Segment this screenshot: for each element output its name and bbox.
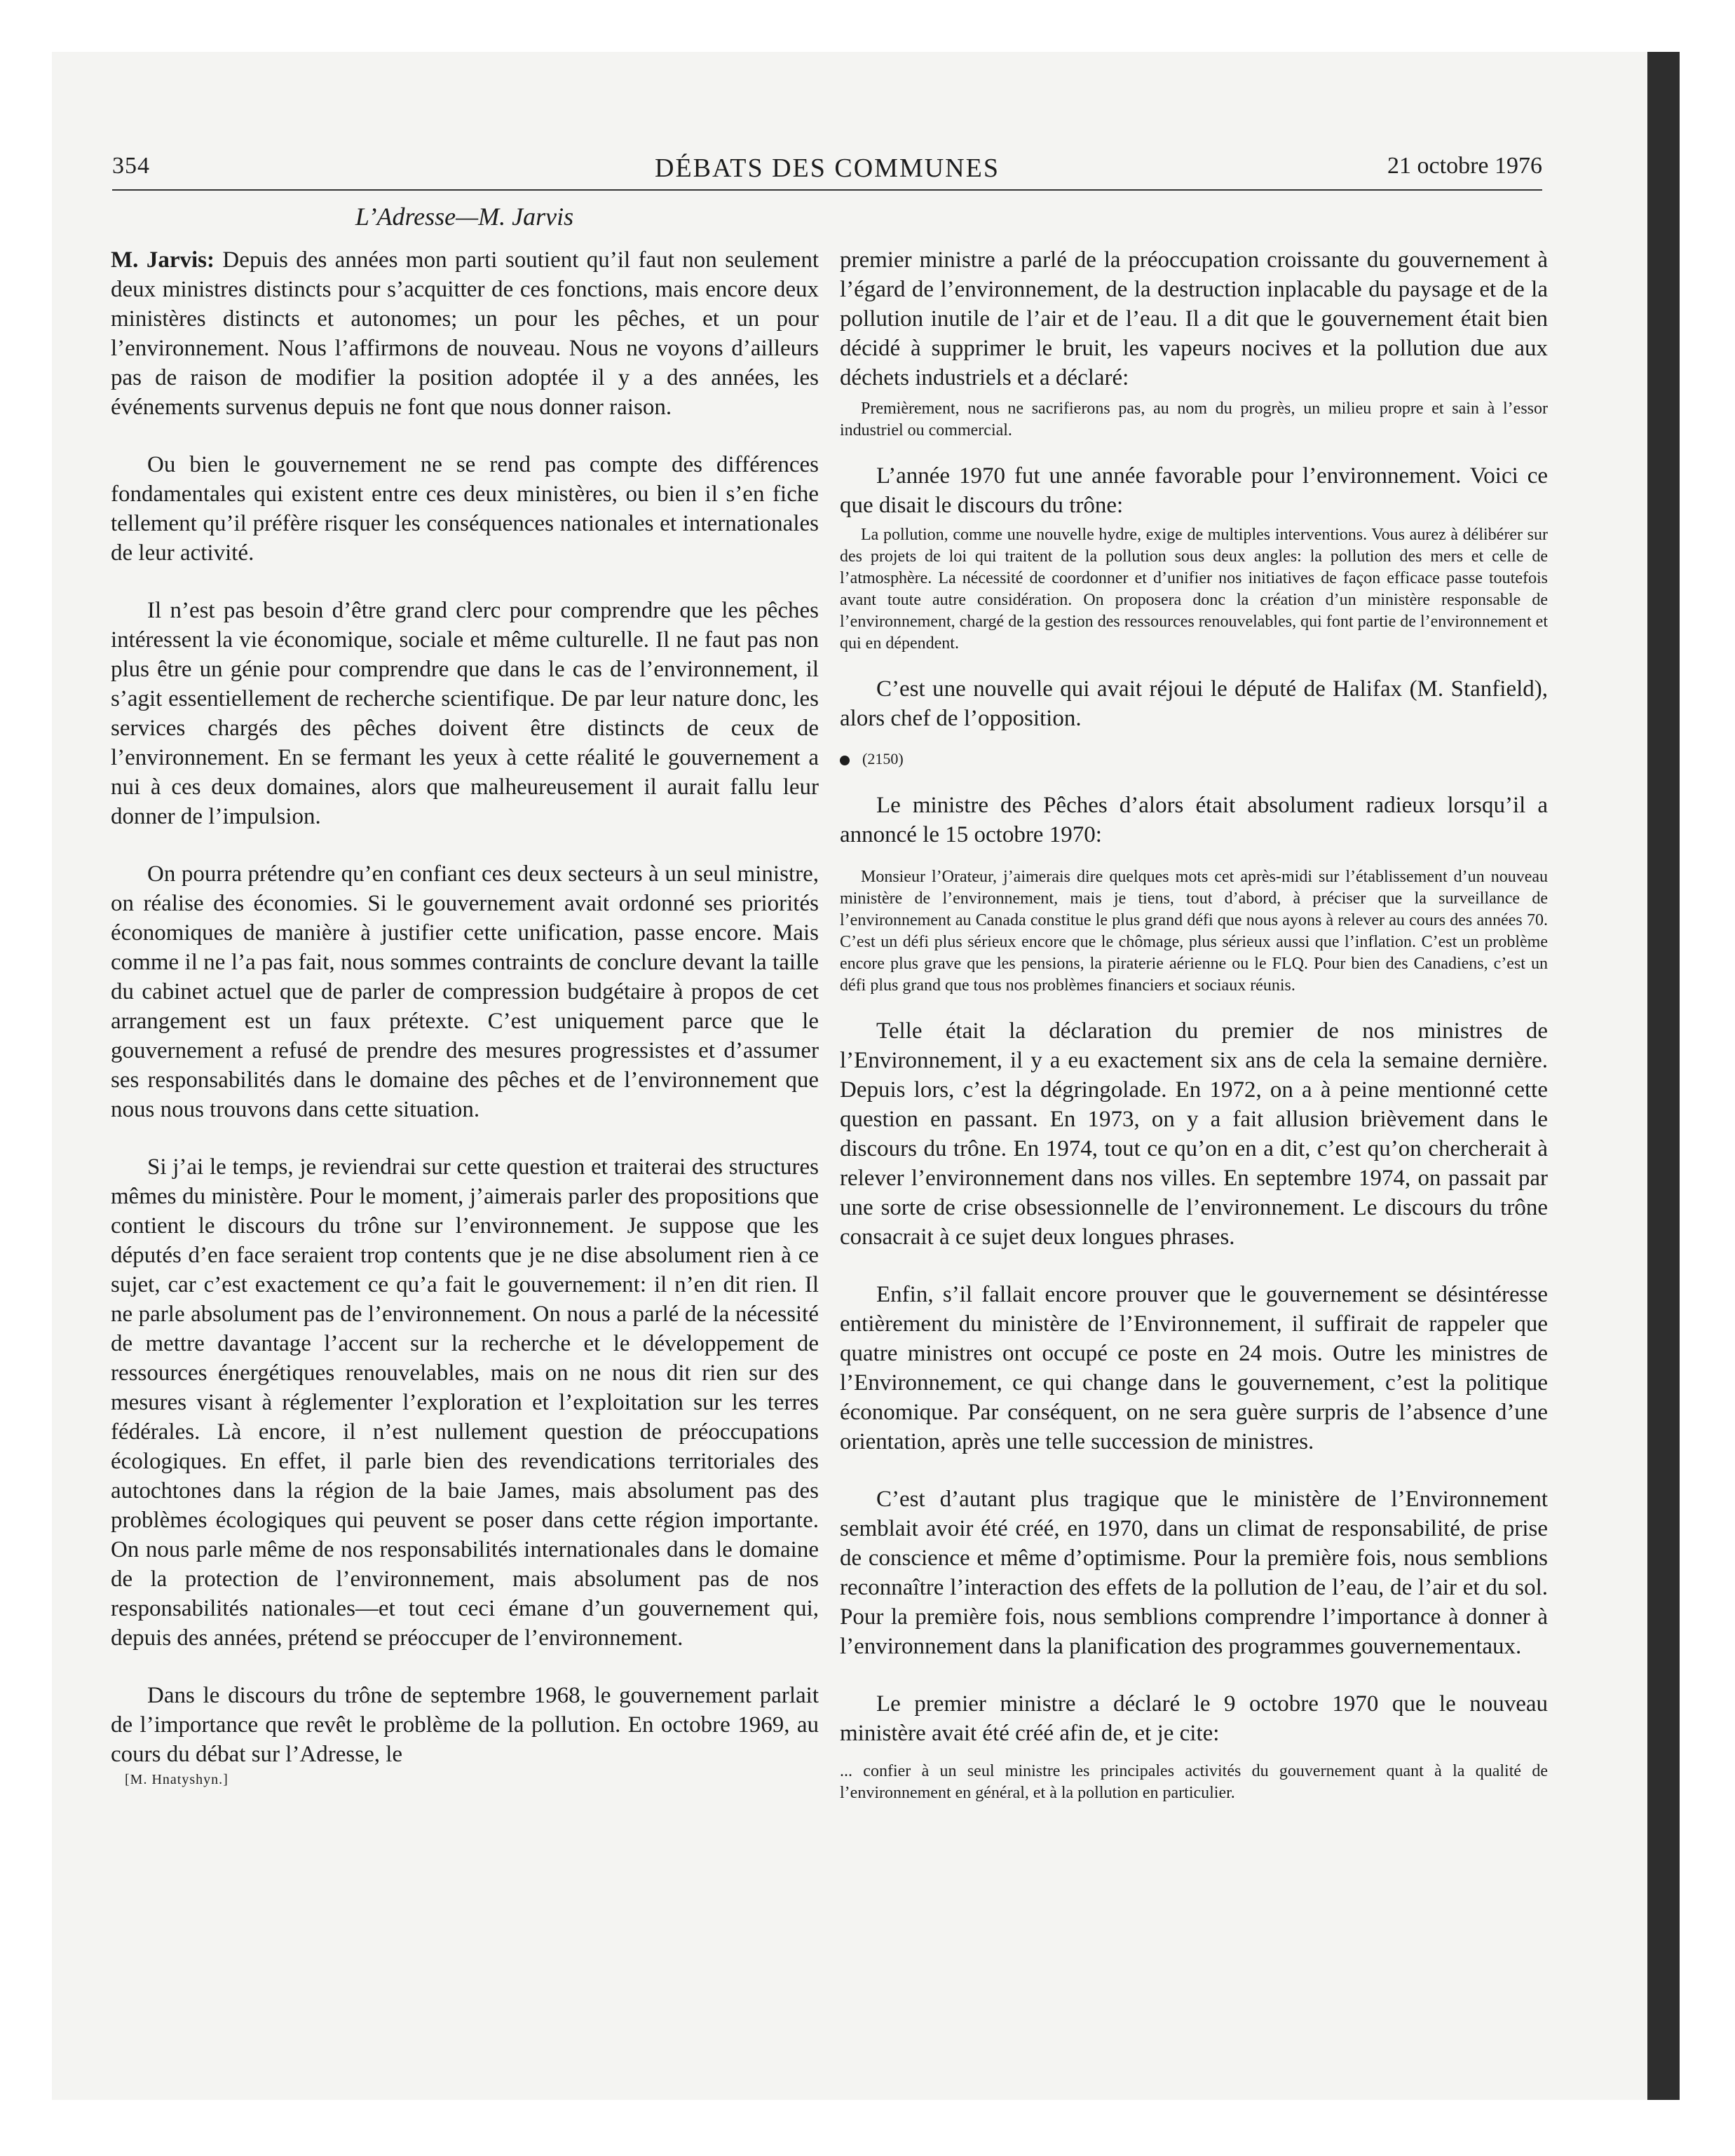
right-column [840,245,1548,1824]
scan-edge-bar [1647,52,1680,2100]
speaker-footnote: [M. Hnatyshyn.] [125,1772,229,1787]
speaker-name: M. Jarvis: [111,247,215,273]
bullet-icon [840,756,850,765]
block-quote: Monsieur l’Orateur, j’aimerais dire quelques mots cet après-midi sur l’établissement d’un nouveau ministère de l’environnement, mais je tiens, tout d’abord, à préciser que la surveillance de l’environnement au Canada constitue le plus grand défi que nous ayons à relever au cours des années 70. C’est un défi plus sérieux encore que le chômage, plus sérieux aussi que l’inflation. C’est un problème encore plus grave que les pensions, la piraterie aérienne ou le FLQ. Pour bien des Canadiens, c’est un défi plus grand que tous nos problèmes financiers et sociaux réunis. [840,868,1548,995]
paragraph-text: Depuis des années mon parti soutient qu’il faut non seulement deux ministres distincts pour s’acquitter de ces fonctions, mais encore deux ministères distincts et autonomes; un pour les pêches, et un pour l’environnement. Nous l’affirmons de nouveau. Nous ne voyons d’ailleurs pas de raison de modifier la position adoptée il y a des années, les événements survenus depuis ne font que nous donner raison. [111,247,819,420]
paragraph: Telle était la déclaration du premier de nos ministres de l’Environnement, il y a eu exactement six ans de cela la semaine dernière. Depuis lors, c’est la dégringolade. En 1972, on a à peine mentionné cette question en passant. En 1973, on y a fait allusion brièvement dans le discours du trône. En 1974, tout ce qu’on en a dit, c’est qu’on chercherait à relever l’environnement dans nos villes. En septembre 1974, on passait par une sorte de crise obsessionnelle de l’environnement. Le discours du trône consacrait à ce sujet deux longues phrases. [840,1018,1548,1250]
paragraph: Le ministre des Pêches d’alors était absolument radieux lorsqu’il a annoncé le 15 octobre 1970: [840,793,1548,847]
paragraph [111,245,819,422]
paragraph: Ou bien le gouvernement ne se rend pas compte des différences fondamentales qui existent entre ces deux ministères, ou bien il s’en fiche tellement qu’il préfère risquer les conséquences nationales et internationales de leur activité. [111,452,819,566]
page-date: 21 octobre 1976 [1387,153,1542,179]
paragraph: Dans le discours du trône de septembre 1968, le gouvernement parlait de l’importance que revêt le problème de la pollution. En octobre 1969, au cours du débat sur l’Adresse, le [111,1683,819,1767]
paragraph: premier ministre a parlé de la préoccupation croissante du gouvernement à l’égard de l’environnement, de la destruction inplacable du paysage et de la pollution inutile de l’air et de l’eau. Il a dit que le gouvernement était bien décidé à supprimer le bruit, les vapeurs nocives et la pollution due aux déchets industriels et a déclaré: [840,247,1548,390]
time-marker [840,749,1548,770]
paragraph: Enfin, s’il fallait encore prouver que le gouvernement se désintéresse entièrement du ministère de l’Environnement, il suffirait de rappeler que quatre ministres ont occupé ce poste en 24 mois. Outre les ministres de l’Environnement, ce qui change dans le gouvernement, c’est la politique économique. Par conséquent, on ne sera guère surpris de l’absence d’une orientation, après une telle succession de ministres. [840,1282,1548,1454]
time-marker-text: (2150) [862,750,904,767]
paragraph: On pourra prétendre qu’en confiant ces deux secteurs à un seul ministre, on réalise des économies. Si le gouvernement avait ordonné ses priorités économiques de manière à justifier cette unification, passe encore. Mais comme il ne l’a pas fait, nous sommes contraints de conclure devant la taille du cabinet actuel que de parler de compression budgétaire à propos de cet arrangement est un faux prétexte. C’est uniquement parce que le gouvernement a refusé de prendre des mesures progressistes et d’assumer ses responsabilités dans le domaine des pêches et de l’environnement que nous nous trouvons dans cette situation. [111,861,819,1122]
left-column [111,245,819,1788]
paragraph: Il n’est pas besoin d’être grand clerc pour comprendre que les pêches intéressent la vie économique, sociale et même culturelle. Il ne faut pas non plus être un génie pour comprendre que dans le cas de l’environnement, il s’agit essentiellement de recherche scientifique. De par leur nature donc, les services chargés des pêches doivent être distincts de ceux de l’environnement. En se fermant les yeux à cette réalité le gouvernement a nui à ces deux domaines, alors que malheureusement il aurait fallu leur donner de l’impulsion. [111,598,819,829]
page-title: DÉBATS DES COMMUNES [655,153,1000,183]
block-quote: La pollution, comme une nouvelle hydre, exige de multiples interventions. Vous aurez à délibérer sur des projets de loi qui traitent de la pollution sous deux angles: la pollution des mers et celle de l’atmosphère. La nécessité de coordonner et d’unifier nos initiatives de façon efficace passe toutefois avant toute autre considération. On proposera donc la création d’un ministère responsable de l’environnement, chargé de la gestion des ressources renouvelables, qui font partie de l’environnement et qui en dépendent. [840,526,1548,653]
paragraph: Si j’ai le temps, je reviendrai sur cette question et traiterai des structures mêmes du ministère. Pour le moment, j’aimerais parler des propositions que contient le discours du trône sur l’environnement. Je suppose que les députés d’en face seraient trop contents que je ne dise absolument rien à ce sujet, car c’est exactement ce qu’a fait le gouvernement: il n’en dit rien. Il ne parle absolument pas de l’environnement. On nous a parlé de la nécessité de mettre davantage l’accent sur la recherche et le développement de ressources énergétiques renouvelables, mais on ne nous dit rien sur des mesures visant à réglementer l’exploration et l’exploitation sur les terres fédérales. Là encore, il n’est nullement question de préoccupations écologiques. En effet, il parle bien des revendications territoriales des autochtones dans la région de la baie James, mais absolument pas des problèmes écologiques qui peuvent se poser dans cette région importante. On nous parle même de nos responsabilités internationales dans le domaine de la protection de l’environnement, mais absolument pas de nos responsabilités nationales—et tout ceci émane d’un gouvernement qui, depuis des années, prétend se préoccuper de l’environnement. [111,1154,819,1651]
page-number: 354 [112,153,150,179]
paragraph: C’est d’autant plus tragique que le ministère de l’Environnement semblait avoir été créé, en 1970, dans un climat de responsabilité, de prise de conscience et même d’optimisme. Pour la première fois, nous semblions reconnaître l’interaction des effets de la pollution de l’eau, de l’air et du sol. Pour la première fois, nous semblions comprendre l’importance à donner à l’environnement dans la planification des programmes gouvernementaux. [840,1487,1548,1659]
block-quote: ... confier à un seul ministre les principales activités du gouvernement quant à la qualité de l’environnement en général, et à la pollution en particulier. [840,1762,1548,1802]
section-subhead: L’Adresse—M. Jarvis [355,203,574,231]
page-header [112,153,1542,191]
paragraph: C’est une nouvelle qui avait réjoui le député de Halifax (M. Stanfield), alors chef de l’opposition. [840,676,1548,731]
paragraph: L’année 1970 fut une année favorable pour l’environnement. Voici ce que disait le discours du trône: [840,463,1548,518]
block-quote: Premièrement, nous ne sacrifierons pas, au nom du progrès, un milieu propre et sain à l’essor industriel ou commercial. [840,400,1548,439]
paragraph: Le premier ministre a déclaré le 9 octobre 1970 que le nouveau ministère avait été créé afin de, et je cite: [840,1691,1548,1746]
